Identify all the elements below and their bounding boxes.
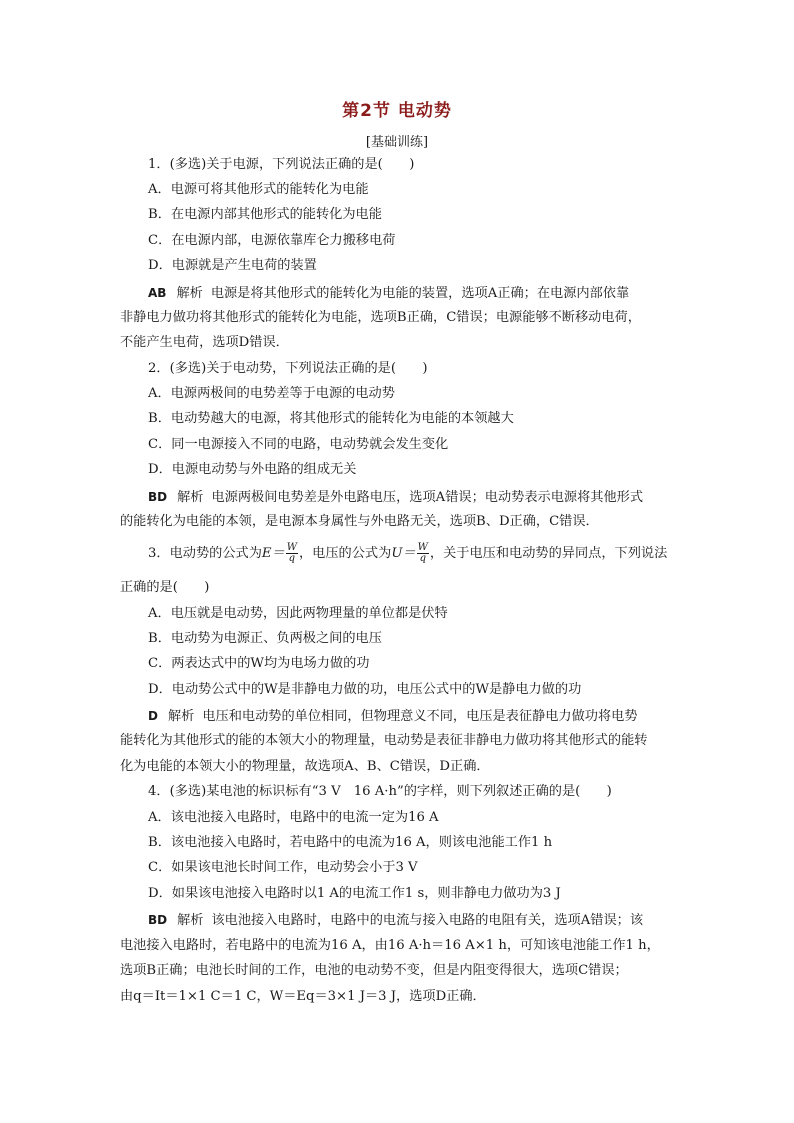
q4-option-a: A．该电池接入电路时，电路中的电流一定为16 A xyxy=(148,810,439,825)
q1-analysis-cont: 非静电力做功将其他形式的能转化为电能，选项B正确，C错误；电源能够不断移动电荷， xyxy=(120,310,641,325)
q4-option-b: B．该电池接入电路时，若电路中的电流为16 A，则该电池能工作1 h xyxy=(148,835,553,850)
q3-option-d: D．电动势公式中的W是非静电力做的功，电压公式中的W是静电力做的功 xyxy=(148,682,582,697)
analysis-text: 电源两极间电势差是外电路电压，选项A错误；电动势表示电源将其他形式 xyxy=(211,490,644,505)
q1-option-d: D．电源就是产生电荷的装置 xyxy=(148,258,317,273)
analysis-text: 该电池接入电路时，电路中的电流与接入电路的电阻有关，选项A错误；该 xyxy=(211,913,644,928)
q2-option-a: A．电源两极间的电势差等于电源的电动势 xyxy=(148,386,395,401)
q4-option-d: D．如果该电池接入电路时以1 A的电流工作1 s，则非静电力做功为3 J xyxy=(148,886,561,901)
q2-option-b: B．电动势越大的电源，将其他形式的能转化为电能的本领越大 xyxy=(148,411,514,426)
q3-option-c: C．两表达式中的W均为电场力做的功 xyxy=(148,656,370,671)
q4-answer-line xyxy=(148,912,643,929)
q3-stem-text: ，关于电压和电动势的异同点，下列说法 xyxy=(429,546,668,561)
answer-tag: D xyxy=(148,709,158,723)
q4-analysis-cont: 由q＝It＝1×1 C＝1 C，W＝Eq＝3×1 J＝3 J，选项D正确． xyxy=(120,989,486,1004)
q2-answer-line xyxy=(148,489,643,506)
q2-analysis-cont: 的能转化为电能的本领，是电源本身属性与外电路无关，选项B、D正确，C错误． xyxy=(120,514,599,529)
fraction-numerator: W xyxy=(286,542,297,553)
q3-stem-cont: 正确的是( ) xyxy=(120,580,210,595)
analysis-label: 解析 xyxy=(167,709,195,724)
analysis-label: 解析 xyxy=(176,286,203,301)
analysis-text: 电源是将其他形式的能转化为电能的装置，选项A正确；在电源内部依靠 xyxy=(210,286,630,301)
q1-option-c: C．在电源内部，电源依靠库仑力搬移电荷 xyxy=(148,233,396,248)
q1-answer-line xyxy=(148,285,629,302)
q3-answer-line xyxy=(148,708,638,725)
q4-analysis-cont: 选项B正确；电池长时间的工作，电池的电动势不变，但是内阻变得很大，选项C错误； xyxy=(120,963,628,978)
fraction-denominator: q xyxy=(419,553,426,564)
q1-analysis-cont: 不能产生电荷，选项D错误． xyxy=(120,335,289,350)
q1-stem: 1．(多选)关于电源，下列说法正确的是( ) xyxy=(148,157,415,172)
answer-tag: BD xyxy=(148,913,168,927)
section-subtitle: [基础训练] xyxy=(365,135,429,150)
q2-option-d: D．电源电动势与外电路的组成无关 xyxy=(148,462,357,477)
analysis-text: 电压和电动势的单位相同，但物理意义不同，电压是表征静电力做功将电势 xyxy=(202,709,638,724)
formula-e-lhs: E＝ xyxy=(261,546,285,561)
q4-stem: 4．(多选)某电池的标识标有“3 V 16 A·h”的字样，则下列叙述正确的是( ) xyxy=(148,784,612,799)
formula-u-fraction xyxy=(417,543,429,564)
q3-stem xyxy=(148,543,667,564)
q4-analysis-cont: 电池接入电路时，若电路中的电流为16 A，由16 A·h＝16 A×1 h，可知该电池能工作1 h， xyxy=(120,938,660,953)
q3-analysis-cont: 能转化为其他形式的能的本领大小的物理量，电动势是表征非静电力做功将其他形式的能转 xyxy=(120,733,648,748)
page-title: 第2节 电动势 xyxy=(342,101,452,121)
analysis-label: 解析 xyxy=(177,913,204,928)
formula-u-lhs: U＝ xyxy=(391,546,416,561)
formula-e-fraction xyxy=(286,543,298,564)
q3-option-b: B．电动势为电源正、负两极之间的电压 xyxy=(148,631,382,646)
q3-analysis-cont: 化为电能的本领大小的物理量，故选项A、B、C错误，D正确． xyxy=(120,759,490,774)
answer-tag: BD xyxy=(148,490,168,504)
q4-option-c: C．如果该电池长时间工作，电动势会小于3 V xyxy=(148,860,418,875)
q3-option-a: A．电压就是电动势，因此两物理量的单位都是伏特 xyxy=(148,606,448,621)
q2-stem: 2．(多选)关于电动势，下列说法正确的是( ) xyxy=(148,361,428,376)
fraction-numerator: W xyxy=(417,542,428,553)
q3-stem-text: 3．电动势的公式为 xyxy=(148,546,262,561)
q1-option-a: A．电源可将其他形式的能转化为电能 xyxy=(148,182,369,197)
fraction-denominator: q xyxy=(288,553,296,564)
q2-option-c: C．同一电源接入不同的电路，电动势就会发生变化 xyxy=(148,437,449,452)
analysis-label: 解析 xyxy=(177,490,204,505)
answer-tag: AB xyxy=(148,286,167,300)
q3-stem-text: ，电压的公式为 xyxy=(299,546,392,561)
q1-option-b: B．在电源内部其他形式的能转化为电能 xyxy=(148,207,382,222)
